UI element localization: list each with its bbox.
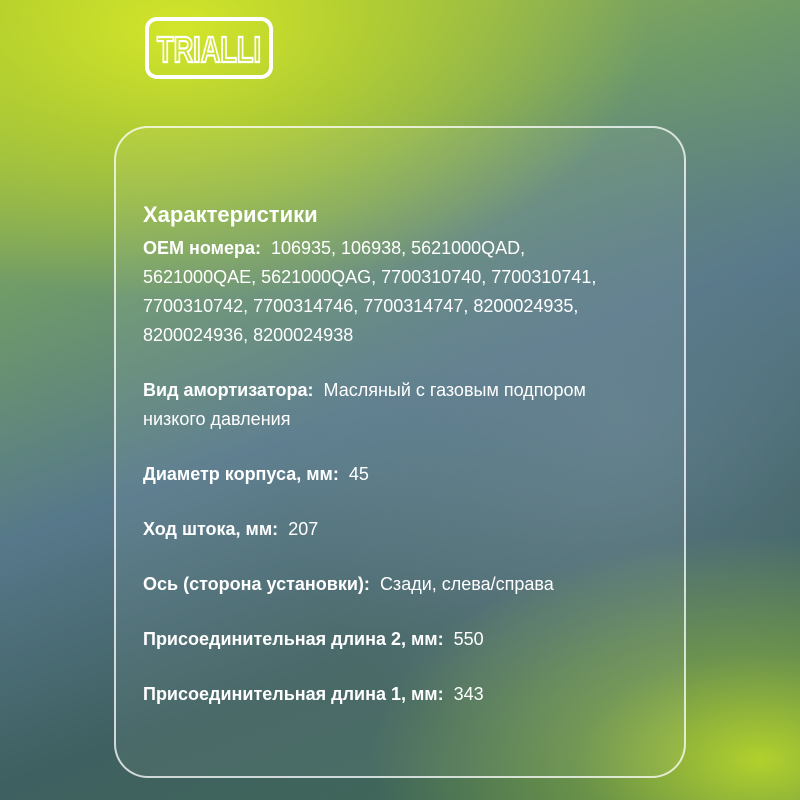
- shock-type-value: Масляный с газовым подпором низкого давления: [143, 380, 586, 429]
- oem-numbers-row: [143, 234, 643, 350]
- connection-length-1-row: [143, 680, 643, 709]
- oem-numbers-value: 106935, 106938, 5621000QAD, 5621000QAE, 5621000QAG, 7700310740, 7700310741, 7700310742, 7700314746, 7700314747, 8200024935, 8200024936, 8200024938: [143, 238, 597, 345]
- axle-value: Сзади, слева/справа: [379, 574, 554, 594]
- body-diameter-value: 45: [348, 464, 369, 484]
- connection-length-2-label: Присоединительная длина 2, мм:: [143, 629, 444, 649]
- connection-length-2-value: 550: [453, 629, 484, 649]
- connection-length-2-row: [143, 625, 643, 654]
- brand-logo: [145, 17, 273, 79]
- characteristics-content: [143, 200, 643, 709]
- rod-stroke-value: 207: [288, 519, 319, 539]
- rod-stroke-label: Ход штока, мм:: [143, 519, 279, 539]
- brand-logo-mark: [153, 26, 265, 70]
- characteristics-title: Характеристики: [143, 202, 318, 227]
- shock-type-row: [143, 376, 643, 434]
- axle-label: Ось (сторона установки):: [143, 574, 370, 594]
- body-diameter-label: Диаметр корпуса, мм:: [143, 464, 339, 484]
- connection-length-1-label: Присоединительная длина 1, мм:: [143, 684, 444, 704]
- shock-type-label: Вид амортизатора:: [143, 380, 314, 400]
- brand-logo-text: TRIALLI: [157, 29, 261, 70]
- oem-numbers-label: OEM номера:: [143, 238, 261, 258]
- axle-row: [143, 570, 643, 599]
- body-diameter-row: [143, 460, 643, 489]
- connection-length-1-value: 343: [453, 684, 484, 704]
- rod-stroke-row: [143, 515, 643, 544]
